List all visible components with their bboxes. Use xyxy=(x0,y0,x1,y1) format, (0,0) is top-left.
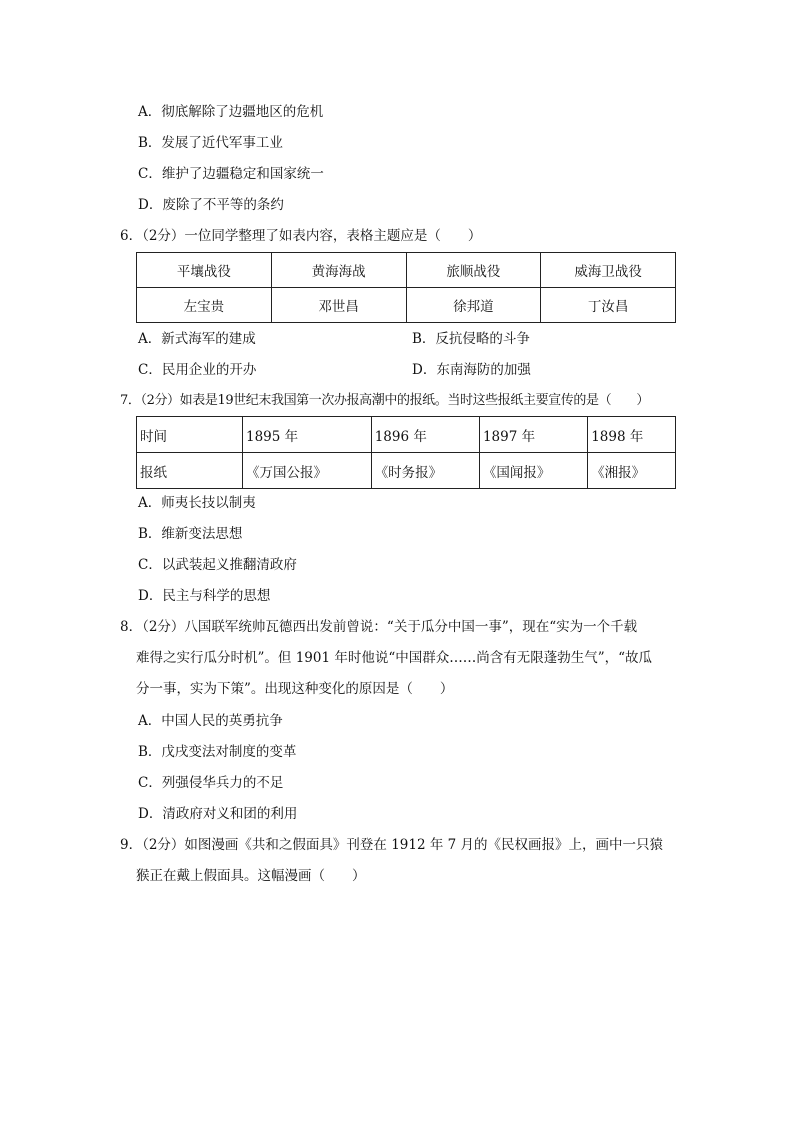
table-cell: 1898 年 xyxy=(588,417,676,453)
table-cell: 左宝贵 xyxy=(137,288,272,323)
table-cell: 邓世昌 xyxy=(271,288,406,323)
q6-option-a: A．新式海军的建成 xyxy=(138,331,256,347)
table-row xyxy=(137,253,676,288)
table-cell: 《万国公报》 xyxy=(243,453,372,489)
table-cell: 1896 年 xyxy=(371,417,479,453)
table-cell: 时间 xyxy=(137,417,243,453)
table-row xyxy=(137,288,676,323)
table-cell: 《湘报》 xyxy=(588,453,676,489)
table-cell: 《时务报》 xyxy=(371,453,479,489)
table-cell: 1897 年 xyxy=(479,417,587,453)
table-cell: 徐邦道 xyxy=(406,288,541,323)
table-row xyxy=(137,417,676,453)
q9-stem-line-2: 猴正在戴上假面具。这幅漫画（ ） xyxy=(136,868,366,884)
q6-option-b: B．反抗侵略的斗争 xyxy=(412,331,530,347)
table-cell: 丁汝昌 xyxy=(541,288,676,323)
table-cell: 平壤战役 xyxy=(137,253,272,288)
q8-option-b: B．戊戌变法对制度的变革 xyxy=(138,744,297,760)
table-cell: 威海卫战役 xyxy=(541,253,676,288)
table-cell: 1895 年 xyxy=(243,417,372,453)
q8-stem-line-3: 分一事，实为下策”。出现这种变化的原因是（ ） xyxy=(136,681,454,697)
table-cell: 《国闻报》 xyxy=(479,453,587,489)
q6-option-d: D．东南海防的加强 xyxy=(412,362,531,378)
q8-option-a: A．中国人民的英勇抗争 xyxy=(138,713,283,729)
q5-option-c: C．维护了边疆稳定和国家统一 xyxy=(138,166,324,182)
q6-stem: 6．（2分）一位同学整理了如表内容，表格主题应是（ ） xyxy=(120,228,482,244)
q6-option-c: C．民用企业的开办 xyxy=(138,362,257,378)
q6-table xyxy=(136,252,676,323)
q8-stem-line-1: 8．（2分）八国联军统帅瓦德西出发前曾说：“关于瓜分中国一事”，现在“实为一个千载 xyxy=(120,619,638,635)
q7-stem: 7．（2分）如表是19世纪末我国第一次办报高潮中的报纸。当时这些报纸主要宣传的是（ ） xyxy=(120,393,649,408)
table-cell: 报纸 xyxy=(137,453,243,489)
table-cell: 黄海海战 xyxy=(271,253,406,288)
q8-stem-line-2: 难得之实行瓜分时机”。但 1901 年时他说“中国群众……尚含有无限蓬勃生气”，“故瓜 xyxy=(136,650,653,666)
q7-option-a: A．师夷长技以制夷 xyxy=(138,495,256,511)
q7-option-c: C．以武装起义推翻清政府 xyxy=(138,557,297,573)
q8-option-c: C．列强侵华兵力的不足 xyxy=(138,775,284,791)
q5-option-a: A．彻底解除了边疆地区的危机 xyxy=(138,104,324,120)
table-row xyxy=(137,453,676,489)
q5-option-b: B．发展了近代军事工业 xyxy=(138,135,283,151)
q8-option-d: D．清政府对义和团的利用 xyxy=(138,806,298,822)
q7-option-b: B．维新变法思想 xyxy=(138,526,243,542)
table-cell: 旅顺战役 xyxy=(406,253,541,288)
q7-option-d: D．民主与科学的思想 xyxy=(138,588,271,604)
q7-table xyxy=(136,416,676,489)
q5-option-d: D．废除了不平等的条约 xyxy=(138,197,284,213)
q9-stem-line-1: 9．（2分）如图漫画《共和之假面具》刊登在 1912 年 7 月的《民权画报》上，画中一只猿 xyxy=(120,837,664,853)
